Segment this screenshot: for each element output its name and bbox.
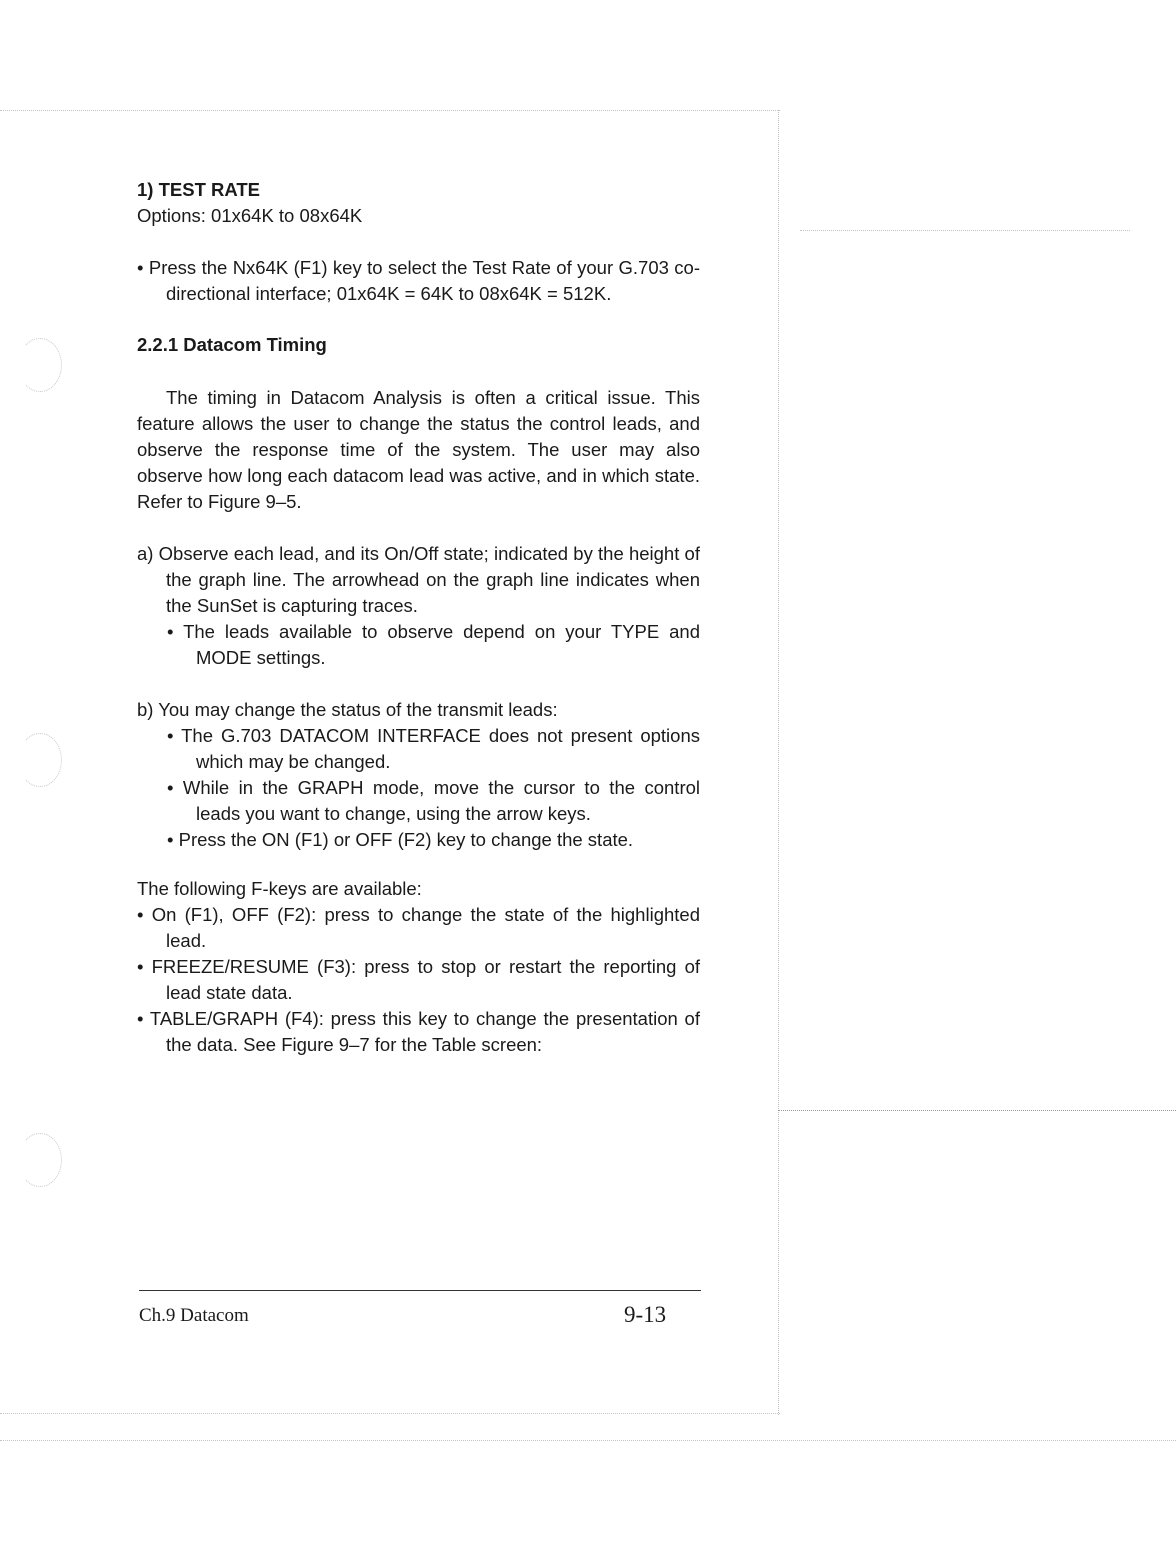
fkeys-intro: The following F-keys are available: bbox=[137, 878, 422, 899]
fkey-item-2: • FREEZE/RESUME (F3): press to stop or restart the reporting of lead state data. bbox=[137, 956, 700, 1003]
scan-border-lower bbox=[0, 1440, 1176, 1441]
scan-border-top bbox=[0, 110, 780, 111]
binder-hole-1 bbox=[18, 338, 62, 392]
intro-paragraph: The timing in Datacom Analysis is often a critical issue. This feature allows the user to change the status the control leads, and observe the response time of the system. The user may also observe how long each datacom lead was active, and in which state. Refer to Figure 9–5. bbox=[137, 387, 700, 512]
binder-hole-2 bbox=[18, 733, 62, 787]
test-rate-bullet: • Press the Nx64K (F1) key to select the Test Rate of your G.703 co-directional interface; 01x64K = 64K to 08x64K = 512K. bbox=[137, 257, 700, 304]
fkey-item-1: • On (F1), OFF (F2): press to change the state of the highlighted lead. bbox=[137, 904, 700, 951]
section-test-rate bbox=[137, 177, 700, 229]
item-a-block bbox=[137, 541, 700, 671]
item-b-bullet-3: • Press the ON (F1) or OFF (F2) key to change the state. bbox=[167, 829, 634, 850]
test-rate-bullet-block bbox=[137, 255, 700, 307]
fkeys-block bbox=[137, 876, 700, 1058]
item-b-block bbox=[137, 697, 700, 853]
footer-page-number: 9-13 bbox=[624, 1302, 667, 1327]
scan-border-right bbox=[778, 110, 779, 1415]
item-b-bullet-1: • The G.703 DATACOM INTERFACE does not present options which may be changed. bbox=[167, 725, 700, 772]
heading-block-datacom-timing bbox=[137, 332, 700, 358]
item-a: a) Observe each lead, and its On/Off state; indicated by the height of the graph line. The arrowhead on the graph line indicates when the SunSet is capturing traces. bbox=[137, 543, 700, 616]
item-b: b) You may change the status of the transmit leads: bbox=[137, 699, 558, 720]
scan-mark-right bbox=[778, 1110, 1176, 1111]
intro-block bbox=[137, 385, 700, 515]
item-a-bullet: • The leads available to observe depend on your TYPE and MODE settings. bbox=[167, 621, 700, 668]
footer-chapter: Ch.9 Datacom bbox=[139, 1305, 249, 1326]
item-b-bullet-2: • While in the GRAPH mode, move the cursor to the control leads you want to change, using the arrow keys. bbox=[167, 777, 700, 824]
heading-test-rate: 1) TEST RATE bbox=[137, 179, 260, 200]
scan-border-bottom bbox=[0, 1413, 780, 1414]
binder-hole-3 bbox=[18, 1133, 62, 1187]
scan-mark-right-top bbox=[800, 230, 1130, 231]
heading-datacom-timing: 2.2.1 Datacom Timing bbox=[137, 334, 327, 355]
fkey-item-3: • TABLE/GRAPH (F4): press this key to change the presentation of the data. See Figure 9–7 for the Table screen: bbox=[137, 1008, 700, 1055]
test-rate-options: Options: 01x64K to 08x64K bbox=[137, 205, 363, 226]
footer-rule bbox=[139, 1290, 701, 1291]
